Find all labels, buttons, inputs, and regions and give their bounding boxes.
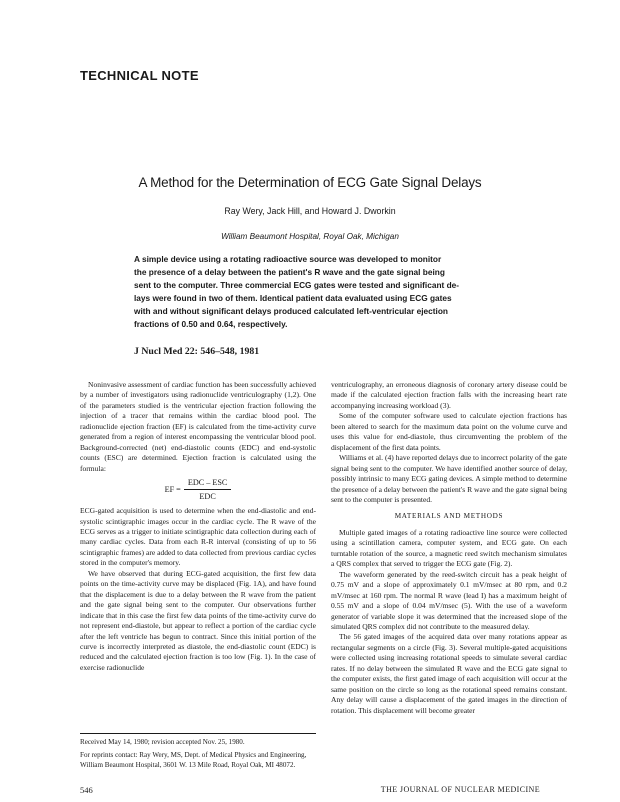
body-paragraph: The 56 gated images of the acquired data over many rotations appear as rectangular segments on a circle (Fig. 3). Several multiple-gated acquisitions were collected using increasing rotational speeds to simulate several cardiac rates. If no delay between the simulated R wave and the ECG gate signal to the computer exists, the first gated image of each acquisition will occur at the same position on the circle so long as the rotational speed remains constant. Any delay will cause a displacement of the gated images in the direction of rotation. This displacement will become greater bbox=[331, 632, 567, 715]
right-column bbox=[331, 380, 567, 716]
body-paragraph: Some of the computer software used to calculate ejection fractions has been altered to search for the maximum data point on the volume curve and uses this value for end-diastole, thus circumventing the problem of the displacement of the first data points. bbox=[331, 411, 567, 452]
authors: Ray Wery, Jack Hill, and Howard J. Dworkin bbox=[224, 206, 396, 216]
body-paragraph: The waveform generated by the reed-switch circuit has a peak height of 0.75 mV and a slope of approximately 0.1 mV/msec at 80 rpm, and 0.2 mV/msec at 160 rpm. The normal R wave (lead I) has a maximum height of 0.55 mV and a slope of 0.04 mV/msec (5). With the use of a waveform generator of variable slope it was determined that the increased slope of the simulated QRS complex did not contribute to the measured delay. bbox=[331, 569, 567, 631]
formula-denominator: EDC bbox=[199, 492, 216, 502]
running-head: THE JOURNAL OF NUCLEAR MEDICINE bbox=[380, 785, 540, 794]
body-paragraph: Multiple gated images of a rotating radioactive line source were collected using a scintillation camera, computer system, and ECG gate. On each turntable rotation of the source, a magnetic reed switch mechanism simulates a QRS complex that served to trigger the ECG gate (Fig. 2). bbox=[331, 527, 567, 569]
abstract-line: A simple device using a rotating radioactive source was developed to monitor bbox=[134, 254, 442, 264]
formula-lhs: EF = bbox=[164, 484, 181, 494]
formula-fraction bbox=[184, 478, 232, 503]
abstract bbox=[134, 253, 486, 332]
abstract-line: the presence of a delay between the patient's R wave and the gate signal being bbox=[134, 267, 445, 278]
footnote-divider bbox=[80, 733, 316, 734]
abstract-line: sent to the computer. Three commercial ECG gates were tested and significant de- bbox=[134, 280, 460, 291]
left-column bbox=[80, 380, 316, 673]
article-title: A Method for the Determination of ECG Gate Signal Delays bbox=[138, 175, 482, 190]
body-paragraph: We have observed that during ECG-gated acquisition, the first few data points on the time-activity curve may be displaced (Fig. 1A), and have found that the displacement is due to a delay between the R wave from the patient and the gate signal being sent to the computer. Our observations further indicate that in this case the first few data points of the time-activity curve do not represent end-diastole, but appear to reflect a portion of the cardiac cycle after the left ventricle has begun to contract. Since this initial portion of the curve is incorrectly interpreted as diastole, the end-diastolic count (EDC) is reduced and the calculated ejection fraction is too low (Fig. 1). In the case of exercise radionuclide bbox=[80, 568, 316, 672]
abstract-line: fractions of 0.50 and 0.64, respectively. bbox=[134, 319, 288, 330]
formula-numerator: EDC – ESC bbox=[184, 478, 232, 490]
body-paragraph: Williams et al. (4) have reported delays due to incorrect polarity of the gate signal being sent to the computer. We have identified another source of delay, possibly intrinsic to many ECG gating devices. A simple method to determine the presence of a delay between the patient's R wave and the gate signal being sent to the computer is presented. bbox=[331, 453, 567, 504]
body-paragraph: ECG-gated acquisition is used to determine when the end-diastolic and end-systolic scintigraphic images occur in the cardiac cycle. The R wave of the ECG serves as a trigger to initiate scintigraphic data collection during each of many cardiac cycles. Data from each R-R interval (consisting of up to 56 scintigraphic frames) are added to data collected from previous cardiac cycles stored in the computer's memory. bbox=[80, 506, 316, 568]
abstract-line: with and without significant delays produced calculated left-ventricular ejection bbox=[134, 306, 448, 317]
received-note: Received May 14, 1980; revision accepted Nov. 25, 1980. bbox=[80, 738, 245, 746]
section-tag: TECHNICAL NOTE bbox=[80, 68, 199, 83]
reprints-note: For reprints contact: Ray Wery, MS, Dept. of Medical Physics and Engineering, William Beaumont Hospital, 3601 W. 13 Mile Road, Royal Oak, MI 48072. bbox=[80, 751, 307, 769]
body-paragraph: Noninvasive assessment of cardiac function has been successfully achieved by a number of investigators using radionuclide ventriculography (1,2). One of the parameters studied is the ventricular ejection fraction following the injection of a tracer that remains within the cardiac blood pool. The radionuclide ejection fraction (EF) is calculated from the time-activity curve generated from a region of interest encompassing the ventricular blood pool. Background-corrected (net) end-diastolic counts (EDC) and end-systolic counts (ESC) are determined. Ejection fraction is calculated using the formula: bbox=[80, 380, 317, 473]
abstract-line: lays were found in two of them. Identical patient data evaluated using ECG gates bbox=[134, 293, 452, 304]
page-number: 546 bbox=[80, 785, 93, 795]
journal-citation: J Nucl Med 22: 546–548, 1981 bbox=[134, 346, 260, 357]
body-paragraph: ventriculography, an erroneous diagnosis of coronary artery disease could be made if the calculated ejection fraction falls with the increasing heart rate accompanying increasing workload (3). bbox=[331, 380, 567, 410]
section-heading: MATERIALS AND METHODS bbox=[394, 512, 504, 521]
footnotes bbox=[80, 738, 316, 770]
affiliation: William Beaumont Hospital, Royal Oak, Michigan bbox=[221, 232, 399, 241]
ejection-fraction-formula bbox=[80, 474, 316, 506]
